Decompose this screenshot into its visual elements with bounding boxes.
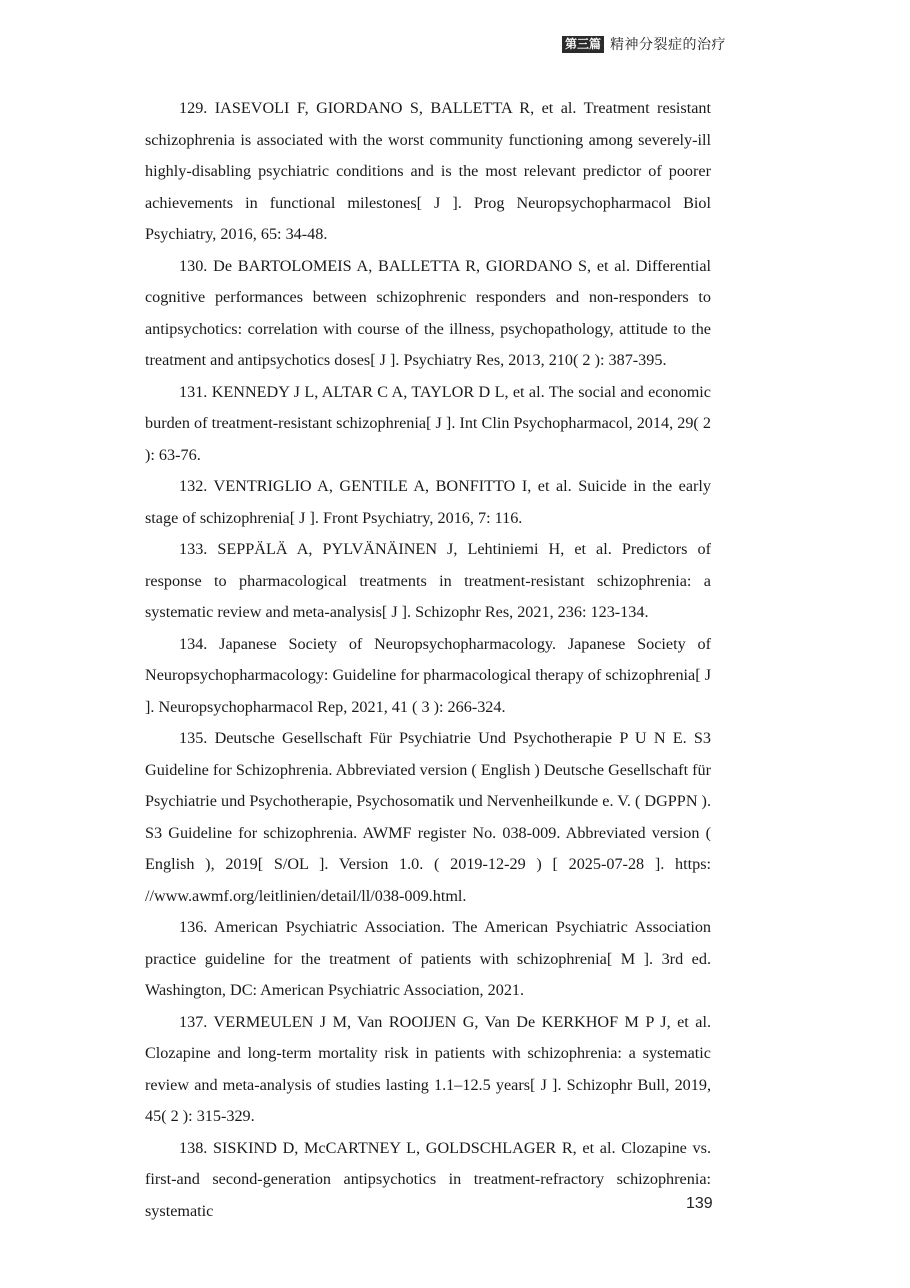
reference-text: De BARTOLOMEIS A, BALLETTA R, GIORDANO S, et al. Differential cognitive performances between schizophrenic responders and non-responders to antipsychotics: correlation with course of the illness, psychopathology, attitude to the treatment and antipsychotics doses[ J ]. Psychiatry Res, 2013, 210( 2 ): 387-395. [145,256,712,369]
reference-item [145,93,711,251]
reference-text: Deutsche Gesellschaft Für Psychiatrie Und Psychotherapie P U N E. S3 Guideline for Schizophrenia. Abbreviated version ( English ) Deutsche Gesellschaft für Psychiatrie und Psychotherapie, Psychosomatik und Nervenheilkunde e. V. ( DGPPN ). S3 Guideline for schizophrenia. AWMF register No. 038-009. Abbreviated version ( English ), 2019[ S/OL ]. Version 1.0. ( 2019-12-29 ) [ 2025-07-28 ]. https: //www.awmf.org/leitlinien/detail/ll/038-009.html. [145,729,712,905]
reference-number: 138. [179,1138,208,1157]
reference-item [145,377,711,472]
reference-number: 129. [179,99,208,117]
reference-number: 130. [179,256,208,275]
reference-text: American Psychiatric Association. The American Psychiatric Association practice guideline for the treatment of patients with schizophrenia[ M ]. 3rd ed. Washington, DC: American Psychiatric Association, 2021. [145,918,712,999]
reference-text: KENNEDY J L, ALTAR C A, TAYLOR D L, et al. The social and economic burden of treatment-resistant schizophrenia[ J ]. Int Clin Psychopharmacol, 2014, 29( 2 ): 63-76. [145,382,711,464]
reference-item [145,534,711,629]
running-header [562,34,726,54]
chapter-badge: 第三篇 [562,36,604,53]
reference-number: 133. [179,540,208,558]
reference-item [145,471,711,534]
reference-text: SISKIND D, McCARTNEY L, GOLDSCHLAGER R, et al. Clozapine vs. first-and second-generation antipsychotics in treatment-refractory schizophrenia: systematic [145,1138,711,1220]
reference-text: IASEVOLI F, GIORDANO S, BALLETTA R, et al. Treatment resistant schizophrenia is associated with the worst community functioning among severely-ill highly-disabling psychiatric conditions and is the most relevant predictor of poorer achievements in functional milestones[ J ]. Prog Neuropsychopharmacol Biol Psychiatry, 2016, 65: 34-48. [145,99,711,243]
reference-number: 134. [179,634,208,653]
reference-item [145,251,711,377]
reference-number: 135. [179,729,208,747]
reference-item [145,912,711,1007]
reference-number: 136. [179,918,208,936]
reference-item [145,723,711,912]
reference-number: 131. [179,382,208,401]
reference-number: 132. [179,477,208,495]
reference-item [145,1133,711,1228]
reference-list [145,93,711,1227]
reference-text: VERMEULEN J M, Van ROOIJEN G, Van De KERKHOF M P J, et al. Clozapine and long-term mortality risk in patients with schizophrenia: a systematic review and meta-analysis of studies lasting 1.1–12.5 years[ J ]. Schizophr Bull, 2019, 45( 2 ): 315-329. [145,1012,711,1125]
section-title: 精神分裂症的治疗 [610,37,727,53]
reference-text: Japanese Society of Neuropsychopharmacology. Japanese Society of Neuropsychopharmacology: Guideline for pharmacological therapy of schizophrenia[ J ]. Neuropsychopharmacol Rep, 2021, 41 ( 3 ): 266-324. [145,634,711,716]
reference-text: SEPPÄLÄ A, PYLVÄNÄINEN J, Lehtiniemi H, et al. Predictors of response to pharmacological treatments in treatment-resistant schizophrenia: a systematic review and meta-analysis[ J ]. Schizophr Res, 2021, 236: 123-134. [145,540,712,621]
reference-item [145,1007,711,1133]
reference-item [145,629,711,724]
reference-number: 137. [179,1012,208,1031]
reference-text: VENTRIGLIO A, GENTILE A, BONFITTO I, et al. Suicide in the early stage of schizophrenia[ J ]. Front Psychiatry, 2016, 7: 116. [145,477,711,527]
page-number: 139 [686,1195,713,1212]
